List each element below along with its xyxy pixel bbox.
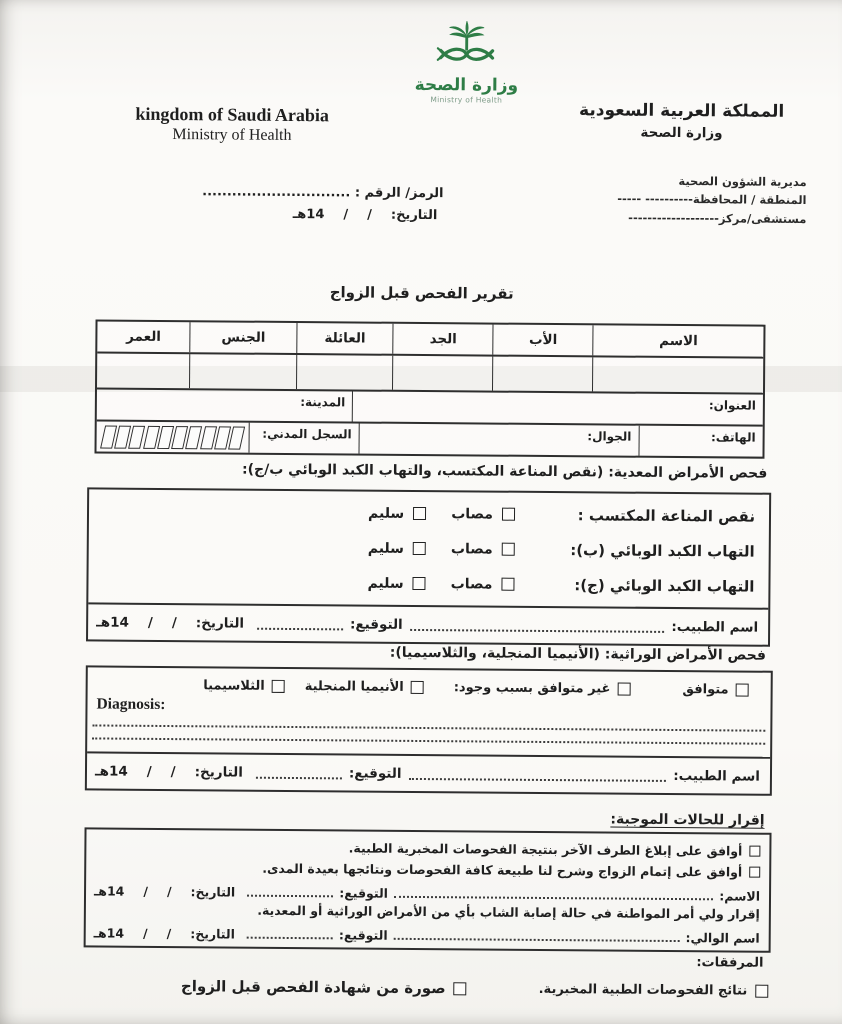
diagnosis-line [92,737,765,744]
healthy-label: سليم [367,505,405,522]
hiv-result-options [368,505,515,522]
city-field: المدينة: [97,389,354,421]
header-gender: الجنس [191,322,298,353]
signature-line [256,775,342,780]
region-governorate-line: المنطقة / المحافظة---------- ----- [617,191,807,208]
hereditary-doctor-signature-row [87,751,770,793]
infectious-section-box [86,487,771,646]
hepatitis-c-healthy-checkbox[interactable] [413,577,426,590]
diagnosis-label: Diagnosis: [96,695,166,714]
hiv-infected-checkbox[interactable] [502,508,515,521]
guardian-name-label: اسم الوالي: [685,930,760,946]
signature-label: التوقيع: [338,927,388,943]
hiv-healthy-checkbox[interactable] [413,507,426,520]
certificate-copy-checkbox[interactable] [454,982,467,995]
signature-label: التوقيع: [349,616,403,633]
directorate-line: مديرية الشؤون الصحية [678,174,807,190]
phone-row [97,419,763,456]
attachments-heading: المرفقات: [696,955,764,971]
hijri-year: 14هـ [292,206,325,223]
date-slash: / [171,615,177,632]
hijri-year: 14هـ [93,883,125,899]
attachment-lab-results [539,981,769,998]
date-label: التاريخ: [194,764,243,781]
table-header-row [97,321,763,356]
attachments-row [83,976,770,999]
guardian-signature-row [94,919,760,945]
table-cell-empty [393,356,493,391]
infected-label: مصاب [450,540,493,558]
healthy-label: سليم [367,575,404,592]
english-header [108,104,356,146]
table-entry-row [97,351,763,392]
signature-line [247,935,333,940]
compatible-label: متوافق [682,682,729,698]
guardian-statement: إقرار ولي أمر المواطنة في حالة إصابة الشاب بأي من الأمراض الوراثية أو المعدية. [257,902,760,922]
date-slash: / [166,884,172,900]
sickle-cell-option [305,679,424,695]
signature-line [247,893,333,898]
date-slash: / [146,763,152,780]
address-field: العنوان: [708,398,756,413]
hijri-year: 14هـ [94,763,128,780]
sickle-cell-label: الأنيميا المنجلية [304,679,404,695]
lab-results-checkbox[interactable] [755,984,768,997]
thalassemia-checkbox[interactable] [272,680,285,693]
civil-registry-label: السجل المدني: [250,423,360,454]
hiv-test-row [89,493,769,533]
date-slash: / [166,926,172,942]
hepatitis-b-test-row [89,528,769,568]
infectious-section-heading: فحص الأمراض المعدية: (نقص المناعة المكتسب، والتهاب الكبد الوبائي ب/ج): [242,461,768,482]
declaration-section-box [84,827,772,952]
code-number-block [113,184,443,224]
civil-registry-boxes [97,421,250,452]
doctor-name-line [408,776,666,782]
thalassemia-label: الثلاسيميا [203,678,265,694]
table-cell-empty [190,354,297,389]
code-number-label: الرمز/ الرقم : .............................. [202,184,444,202]
consent-notify-label: أوافق على إبلاغ الطرف الآخر بنتيجة الفحوصات المخبرية الطبية. [348,840,743,859]
arabic-ministry-subtitle: وزارة الصحة [640,124,723,142]
incompatible-option [454,680,631,696]
table-cell-empty [493,357,593,392]
date-slash: / [143,883,149,899]
date-label: التاريخ: [190,926,235,942]
consent-proceed-checkbox[interactable] [749,867,760,878]
hepatitis-b-result-options [368,540,515,557]
diagnosis-line [92,724,765,731]
lab-results-label: نتائج الفحوصات الطبية المخبرية. [538,981,748,999]
mobile-field: الجوال: [360,424,640,456]
palm-and-swords-icon [430,20,502,73]
compatible-checkbox[interactable] [736,683,749,696]
signature-line [257,626,343,631]
hepatitis-c-infected-checkbox[interactable] [501,578,514,591]
header-family: العائلة [297,323,394,354]
signature-label: التوقيع: [339,885,389,901]
phone-field: الهاتف: [710,430,756,445]
consent-proceed-label: أوافق على إتمام الزواج وشرح لنا طبيعة كافة الفحوصات ونتائجها بعيدة المدى. [262,860,743,880]
date-label: التاريخ: [390,207,438,224]
attachment-certificate-copy [181,977,467,997]
header-age: العمر [97,321,190,352]
declaration-section-heading: إقرار للحالات الموجبة: [610,811,765,829]
infected-label: مصاب [450,575,493,593]
header-date-row [113,206,443,224]
thalassemia-option [203,678,285,694]
certificate-copy-label: صورة من شهادة الفحص قبل الزواج [180,977,446,998]
form-title: تقرير الفحص قبل الزواج [329,283,514,303]
arabic-header [553,100,810,142]
table-cell-empty [297,355,394,390]
signature-label: التوقيع: [348,765,402,782]
hijri-year: 14هـ [93,925,125,941]
incompatible-label: غير متوافق بسبب وجود: [453,680,611,697]
hepatitis-b-infected-checkbox[interactable] [502,543,515,556]
hepatitis-c-result-options [367,575,514,592]
doctor-name-line [410,627,665,633]
arabic-kingdom-title: المملكة العربية السعودية [579,100,785,122]
doctor-name-label: اسم الطبيب: [671,618,759,636]
hospital-center-line: مستشفى/مركز------------------- [628,210,807,226]
date-slash: / [147,614,153,631]
hepatitis-c-test-label: التهاب الكبد الوبائي (ج): [574,575,755,596]
guardian-name-line [394,936,680,942]
hiv-test-label: نقص المناعة المكتسب : [577,505,756,526]
hepatitis-c-test-row [88,563,768,603]
doctor-name-label: اسم الطبيب: [673,767,761,785]
logo-english-text: Ministry of Health [430,94,503,105]
date-row [95,763,249,780]
header-father: الأب [494,325,594,356]
hereditary-section-heading: فحص الأمراض الوراثية: (الأنيميا المنجلية، والثلاسيميا): [389,644,766,664]
compatible-option [682,682,748,698]
date-slash: / [170,764,176,781]
incompatible-checkbox[interactable] [617,683,630,696]
date-slash: / [343,207,349,223]
hepatitis-b-healthy-checkbox[interactable] [413,542,426,555]
english-ministry-subtitle: Ministry of Health [172,126,292,144]
table-cell-empty [593,357,763,392]
sickle-cell-checkbox[interactable] [411,681,424,694]
date-slash: / [367,207,372,223]
moh-logo [404,20,529,105]
infected-label: مصاب [451,505,494,523]
hereditary-section-box [85,665,773,795]
english-kingdom-title: kingdom of Saudi Arabia [135,103,330,126]
healthy-label: سليم [367,540,405,557]
hepatitis-b-test-label: التهاب الكبد الوبائي (ب): [570,540,755,561]
address-row [97,387,763,424]
date-row [94,925,241,941]
hijri-year: 14هـ [96,614,130,631]
header-name: الاسم [659,332,698,350]
name-line [394,894,713,901]
directorate-block [552,171,806,228]
date-label: التاريخ: [190,884,236,900]
consent-notify-checkbox[interactable] [749,846,760,857]
name-label: الاسم: [719,888,761,904]
date-slash: / [143,925,148,941]
date-row [96,614,250,631]
header-grandfather: الجد [394,324,494,355]
date-label: التاريخ: [195,615,245,632]
logo-arabic-text: وزارة الصحة [414,74,519,96]
infectious-doctor-signature-row [88,602,768,644]
date-row [94,883,241,899]
personal-data-table [94,319,765,458]
table-cell-empty [97,353,190,388]
